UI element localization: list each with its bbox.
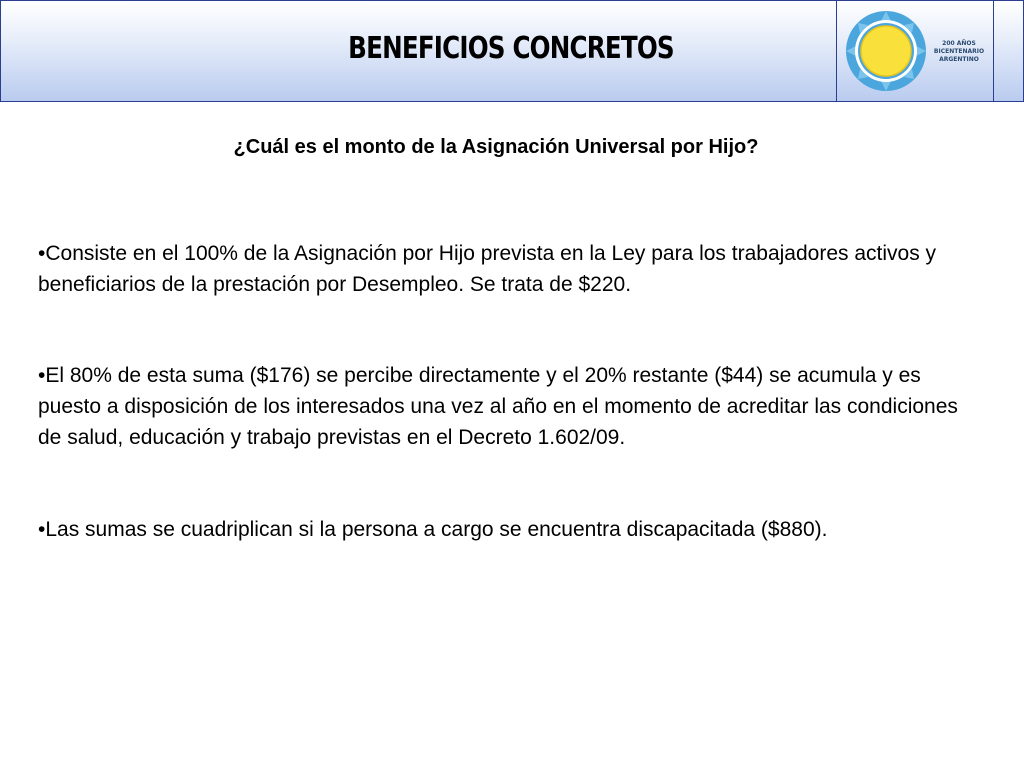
question-heading: ¿Cuál es el monto de la Asignación Universal por Hijo? (233, 136, 759, 158)
logo-line-3: ARGENTINO (939, 56, 979, 63)
bullet-item: •El 80% de esta suma ($176) se percibe directamente y el 20% restante ($44) se acumula y es puesto a disposición de los interesados una vez al año en el momento de acreditar las condiciones de salud, educación y trabajo previstas en el Decreto 1.602/09. (38, 364, 958, 449)
slide-title: BENEFICIOS CONCRETOS (348, 31, 674, 66)
bullet-item: •Consiste en el 100% de la Asignación por Hijo prevista en la Ley para los trabajadores activos y beneficiarios de la prestación por Desempleo. Se trata de $220. (38, 242, 937, 296)
bicentenario-label (929, 40, 989, 64)
header-band (0, 0, 1024, 102)
bullet-item: •Las sumas se cuadriplican si la persona a cargo se encuentra discapacitada ($880). (38, 518, 828, 541)
logo-line-1: 200 AÑOS (942, 40, 976, 47)
logo-line-2: BICENTENARIO (933, 48, 985, 55)
bicentenario-logo (836, 1, 994, 101)
sun-emblem-icon (845, 10, 927, 92)
